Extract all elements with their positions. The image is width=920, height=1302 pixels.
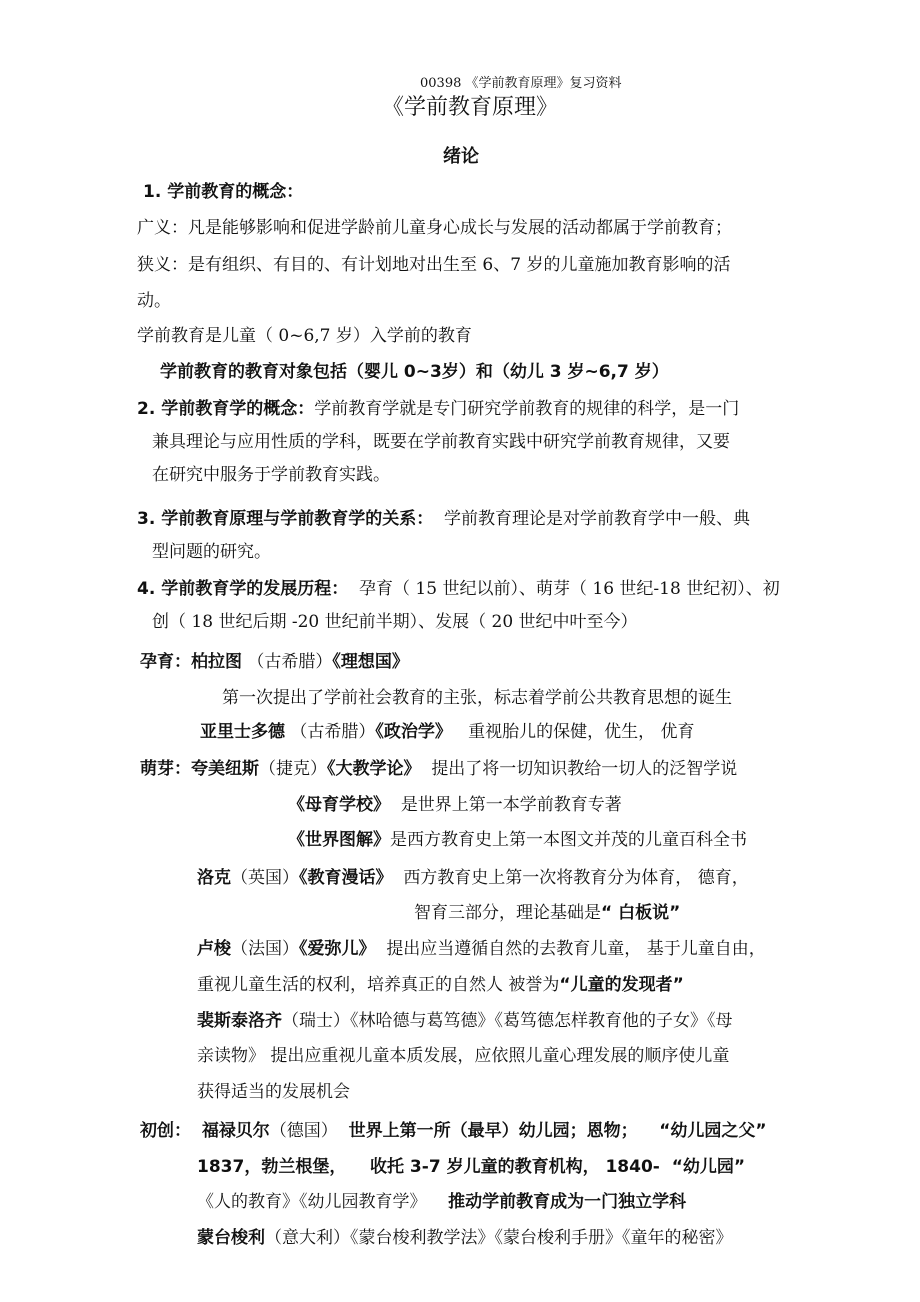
book-titles: 《人的教育》《幼儿园教育学》 (197, 1192, 427, 1212)
section-1-heading: 1. 学前教育的概念： (143, 182, 304, 202)
section-4-line2: 创（ 18 世纪后期 -20 世纪前半期）、发展（ 20 世纪中叶至今） (152, 612, 638, 632)
person-name: 蒙台梭利 (197, 1228, 265, 1248)
person-name: 亚里士多德 (200, 722, 285, 742)
section-3-heading: 3. 学前教育原理与学前教育学的关系： (137, 509, 434, 529)
section-3-text: 学前教育理论是对学前教育学中一般、典 (444, 509, 751, 529)
locke-line1 (197, 866, 749, 890)
book-title: 《大教学论》 (327, 759, 421, 779)
comenius-book3 (288, 828, 747, 852)
achievement: 世界上第一所（最早）幼儿园；恩物； (348, 1121, 638, 1141)
person-desc: 重视儿童生活的权利，培养真正的自然人 被誉为 (197, 975, 560, 995)
term: “幼儿园” (671, 1157, 746, 1177)
person-desc: （瑞士）《林哈德与葛笃德》《葛笃德怎样教育他的子女》《母 (282, 1011, 733, 1031)
section-2-heading: 2. 学前教育学的概念： (137, 399, 315, 419)
book-title: 《政治学》 (375, 722, 452, 742)
section-4-heading: 4. 学前教育学的发展历程： (137, 579, 349, 599)
stage-label: 萌芽： (140, 759, 191, 779)
person-desc: 重视胎儿的保健，优生， 优育 (468, 722, 695, 742)
person-name: 洛克 (197, 868, 231, 888)
comenius-book2 (288, 793, 622, 817)
aristotle-line (200, 720, 695, 744)
year-place: 1837，勃兰根堡， (197, 1157, 347, 1177)
book-title: 《爱弥儿》 (299, 939, 376, 959)
person-country: （英国） (231, 868, 299, 888)
person-country: （古希腊） (247, 652, 333, 672)
page-header: 00398 《学前教育原理》复习资料 (420, 76, 622, 91)
section-2-text: 学前教育学就是专门研究学前教育的规律的科学，是一门 (314, 399, 740, 419)
person-country: （捷克） (259, 759, 327, 779)
section-3-line2: 型问题的研究。 (152, 542, 271, 562)
book-desc: 是西方教育史上第一本图文并茂的儿童百科全书 (390, 830, 747, 850)
section-2-line2: 兼具理论与应用性质的学科，既要在学前教育实践中研究学前教育规律，又要 (152, 432, 730, 452)
person-desc: 西方教育史上第一次将教育分为体育， 德育， (403, 868, 749, 888)
book-title: 《世界图解》 (288, 830, 390, 850)
section-2-line3: 在研究中服务于学前教育实践。 (152, 465, 390, 485)
rousseau-line1 (197, 937, 766, 961)
title-honor: “儿童的发现者” (559, 975, 684, 995)
person-country: （古希腊） (290, 722, 376, 742)
section-4-line1 (137, 577, 780, 601)
page-title: 《学前教育原理》 (382, 95, 559, 120)
person-desc: 提出了将一切知识教给一切人的泛智学说 (431, 759, 738, 779)
book-desc: 是世界上第一本学前教育专著 (400, 795, 622, 815)
section-2-line1 (137, 397, 739, 421)
stage-label: 初创： (140, 1121, 191, 1141)
chapter-title: 绪论 (443, 146, 479, 167)
age-note: 学前教育是儿童（ 0~6,7 岁）入学前的教育 (137, 326, 472, 346)
person-country: （法国） (231, 939, 299, 959)
narrow-definition-line1: 狭义：是有组织、有目的、有计划地对出生至 6、7 岁的儿童施加教育影响的活 (137, 255, 731, 275)
person-name: 柏拉图 (191, 652, 242, 672)
froebel-line2 (197, 1155, 745, 1179)
stage-chuchuang-froebel (140, 1119, 767, 1143)
froebel-line3 (197, 1190, 686, 1214)
stage-label: 孕育： (140, 652, 191, 672)
pestalozzi-line2: 亲读物》 提出应重视儿童本质发展，应依照儿童心理发展的顺序使儿童 (197, 1046, 730, 1066)
title-honor: “幼儿园之父” (659, 1121, 767, 1141)
person-desc: 提出应当遵循自然的去教育儿童， 基于儿童自由， (386, 939, 766, 959)
section-3-line1 (137, 507, 750, 531)
narrow-definition-line2: 动。 (137, 291, 171, 311)
stage-mengya-comenius (140, 757, 737, 781)
person-country: （德国） (269, 1121, 338, 1141)
plato-desc: 第一次提出了学前社会教育的主张，标志着学前公共教育思想的诞生 (222, 688, 732, 708)
book-title: 《理想国》 (332, 652, 409, 672)
rousseau-line2 (197, 973, 684, 997)
person-name: 裴斯泰洛齐 (197, 1011, 282, 1031)
person-desc: 收托 3-7 岁儿童的教育机构， 1840- (370, 1157, 660, 1177)
book-title: 《母育学校》 (288, 795, 390, 815)
education-objects: 学前教育的教育对象包括（婴儿 0~3岁）和（幼儿 3 岁~6,7 岁） (160, 362, 669, 382)
section-4-text: 孕育（ 15 世纪以前）、萌芽（ 16 世纪-18 世纪初）、初 (359, 579, 780, 599)
broad-definition: 广义：凡是能够影响和促进学龄前儿童身心成长与发展的活动都属于学前教育； (137, 218, 732, 238)
stage-yunyu-plato (140, 650, 409, 674)
book-title: 《教育漫话》 (299, 868, 393, 888)
person-name: 卢梭 (197, 939, 231, 959)
montessori-line (197, 1226, 733, 1250)
person-name: 夸美纽斯 (191, 759, 259, 779)
person-desc: 智育三部分，理论基础是 (414, 903, 601, 923)
pestalozzi-line1 (197, 1009, 733, 1033)
achievement: 推动学前教育成为一门独立学科 (448, 1192, 687, 1212)
person-name: 福禄贝尔 (201, 1121, 270, 1141)
theory-name: “ 白板说” (601, 903, 681, 923)
person-desc: （意大利）《蒙台梭利教学法》《蒙台梭利手册》《童年的秘密》 (265, 1228, 733, 1248)
locke-line2 (414, 901, 680, 925)
pestalozzi-line3: 获得适当的发展机会 (197, 1082, 350, 1102)
